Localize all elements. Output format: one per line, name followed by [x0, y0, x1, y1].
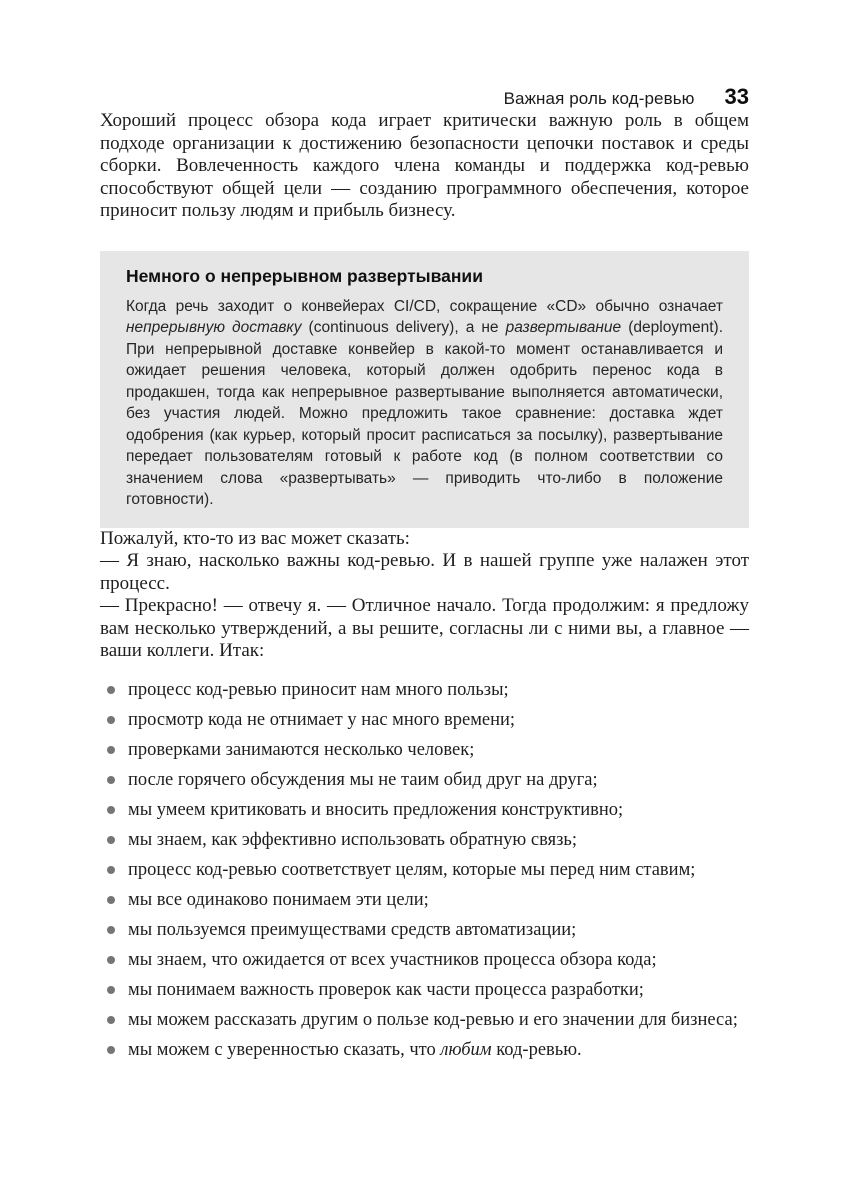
- text-segment: мы пользуемся преимуществами средств автоматизации;: [128, 919, 577, 940]
- bullet-icon: [107, 776, 115, 784]
- list-item-text: [128, 890, 429, 910]
- text-segment: (continuous delivery), а не: [301, 319, 506, 336]
- dialogue-paragraph-1: — Я знаю, насколько важны код-ревью. И в нашей группе уже налажен этот процесс.: [100, 550, 749, 594]
- bullet-icon: [107, 896, 115, 904]
- text-segment: мы знаем, как эффективно использовать обратную связь;: [128, 829, 577, 850]
- list-item: [100, 859, 749, 881]
- list-item-text: [128, 950, 657, 970]
- list-item: [100, 949, 749, 971]
- bullet-icon: [107, 866, 115, 874]
- list-item: [100, 979, 749, 1001]
- text-segment: мы можем с уверенностью сказать, что: [128, 1039, 441, 1060]
- text-segment: процесс код-ревью приносит нам много пользы;: [128, 679, 509, 700]
- callout-body: [126, 296, 723, 511]
- bullet-icon: [107, 956, 115, 964]
- statements-list: [100, 679, 749, 1061]
- italic-text: непрерывную доставку: [126, 319, 302, 336]
- list-item-text: [128, 1010, 738, 1030]
- text-segment: проверками занимаются несколько человек;: [128, 739, 475, 760]
- list-item-text: [128, 1040, 582, 1060]
- text-segment: мы умеем критиковать и вносить предложения конструктивно;: [128, 799, 624, 820]
- list-item-text: [128, 920, 576, 940]
- italic-text: любим: [440, 1039, 492, 1060]
- callout-box: [100, 251, 749, 528]
- lead-in-paragraph: Пожалуй, кто-то из вас может сказать:: [100, 527, 410, 549]
- text-segment: Когда речь заходит о конвейерах CI/CD, сокращение «CD» обычно означает: [126, 297, 723, 315]
- text-segment: мы можем рассказать другим о пользе код-ревью и его значении для бизнеса;: [128, 1009, 738, 1030]
- list-item: [100, 889, 749, 911]
- text-segment: после горячего обсуждения мы не таим обид друг на друга;: [128, 769, 598, 790]
- page-content: [100, 110, 749, 1061]
- list-item-text: [128, 680, 509, 700]
- list-item: [100, 1009, 749, 1031]
- list-item-text: [128, 710, 515, 730]
- text-segment: код-ревью.: [491, 1039, 582, 1060]
- list-item: [100, 739, 749, 761]
- bullet-icon: [107, 806, 115, 814]
- text-segment: просмотр кода не отнимает у нас много времени;: [128, 709, 516, 730]
- callout-title: Немного о непрерывном развертывании: [126, 265, 483, 286]
- list-item: [100, 919, 749, 941]
- bullet-icon: [107, 686, 115, 694]
- bullet-icon: [107, 716, 115, 724]
- list-item: [100, 769, 749, 791]
- list-item: [100, 829, 749, 851]
- italic-text: развертывание: [505, 319, 622, 336]
- text-segment: мы знаем, что ожидается от всех участников процесса обзора кода;: [128, 949, 657, 970]
- bullet-icon: [107, 1046, 115, 1054]
- bullet-icon: [107, 986, 115, 994]
- running-head-title: Важная роль код-ревью: [503, 89, 695, 108]
- text-segment: мы понимаем важность проверок как части процесса разработки;: [128, 979, 644, 1000]
- text-segment: (deployment). При непрерывной доставке конвейер в какой-то момент останавливается и ожидает решения человека, который должен одобрить перенос кода в продакшен, тогда как непрерывное развертывание выполняется автоматически, без участия людей. Можно предложить такое сравнение: доставка ждет одобрения (как курьер, который просит расписаться за посылку), развертывание передает пользователям готовый к работе код (в полном соответствии со значением слова «развертывать» — приводить что-либо в положение готовности).: [126, 319, 723, 508]
- list-item: [100, 679, 749, 701]
- dialogue-paragraph-2: — Прекрасно! — отвечу я. — Отличное начало. Тогда продолжим: я предложу вам несколько утверждений, а вы решите, согласны ли с ними вы, а главное — ваши коллеги. Итак:: [100, 595, 749, 661]
- bullet-icon: [107, 746, 115, 754]
- bullet-icon: [107, 926, 115, 934]
- text-segment: процесс код-ревью соответствует целям, которые мы перед ним ставим;: [128, 859, 696, 880]
- list-item-text: [128, 860, 695, 880]
- list-item: [100, 709, 749, 731]
- intro-paragraph: Хороший процесс обзора кода играет критически важную роль в общем подходе организации к достижению безопасности цепочки поставок и среды сборки. Вовлеченность каждого члена команды и поддержка код-ревью способствуют общей цели — созданию программного обеспечения, которое приносит пользу людям и прибыль бизнесу.: [100, 110, 749, 221]
- list-item-text: [128, 830, 577, 850]
- page-header: [100, 84, 749, 110]
- bullet-icon: [107, 1016, 115, 1024]
- text-segment: мы все одинаково понимаем эти цели;: [128, 889, 429, 910]
- list-item-text: [128, 800, 623, 820]
- list-item-text: [128, 980, 644, 1000]
- list-item: [100, 799, 749, 821]
- bullet-icon: [107, 836, 115, 844]
- list-item: [100, 1039, 749, 1061]
- page-number: 33: [724, 84, 749, 109]
- list-item-text: [128, 770, 598, 790]
- list-item-text: [128, 740, 474, 760]
